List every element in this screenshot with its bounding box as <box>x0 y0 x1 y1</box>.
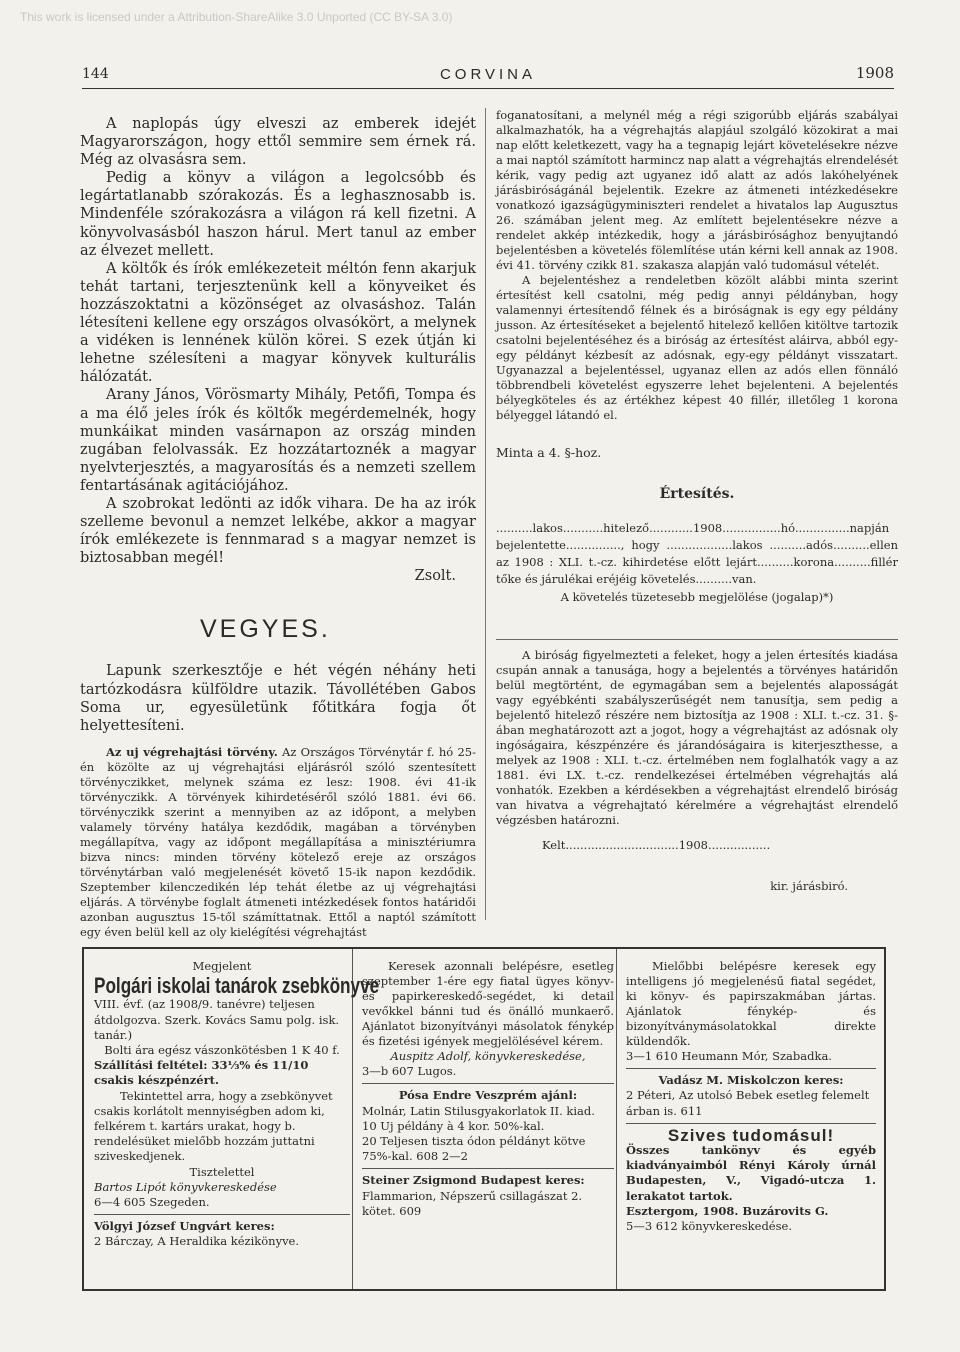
ad-intro: Megjelent <box>192 959 252 973</box>
ad-text: Bartos Lipót könyvkereskedése <box>94 1179 277 1194</box>
advertisement-box <box>82 947 886 1291</box>
right-column <box>496 108 898 894</box>
ad-column <box>362 959 614 1219</box>
section-heading: VEGYES. <box>200 615 331 644</box>
paragraph: A naplopás úgy elveszi az emberek idejét Magyarországon, hogy ettől semmire sem érnek rá. Még az olvasásra sem. <box>80 116 476 169</box>
news-title: Az uj végrehajtási törvény. <box>106 744 278 759</box>
ad-column <box>626 959 876 1234</box>
ad-rule <box>362 1168 614 1169</box>
ad-text: Auspitz Adolf, könyvkereskedése, <box>390 1049 586 1063</box>
ad-headline: Szives tudomásul! <box>667 1125 835 1145</box>
sample-label: Minta a 4. §-hoz. <box>496 445 602 460</box>
ad-text: Mielőbbi belépésre keresek egy intelligens jó megjelenésű fiatal segédet, ki könyv- és papirszakmában jártas. Ajánlatok fénykép- és bizonyítványmásolatokkal direkte küldendők. <box>626 959 876 1048</box>
ad-text: 5—3 612 könyvkereskedése. <box>626 1219 792 1234</box>
ad-text: 6—4 605 Szegeden. <box>94 1195 210 1210</box>
ad-text: 2 Bárczay, A Heraldika kézikönyve. <box>94 1234 300 1249</box>
paragraph: A szobrokat ledönti az idők vihara. De ha az irók szelleme bevonul a nemzet lelkébe, akkor a magyar írók emlékezete is fennmarad s a magyar nemzet is biztosabban megél! <box>80 495 476 567</box>
ad-text: Tisztelettel <box>189 1164 255 1179</box>
news-item <box>80 745 476 940</box>
form-title: Értesítés. <box>659 486 735 502</box>
year: 1908 <box>855 64 894 82</box>
paragraph: A biróság figyelmezteti a feleket, hogy a jelen értesítés kiadása csupán annak a tanusága, hogy a bejelentés a törvényes határidőn belül megtörtént, de egymagában sem a bejelentés alaposságát vagy egyébkénti szabályszerűségét nem tanusítja, sem pedig a bejelentő hitelező részére nem biztosítja az 1908 : XLI. t.-cz. 31. §-ában meghatározott azt a jogot, hogy a végrehajtást az adósnak oly ingóságaira, készpénzére és járandóságaira is kiterjeszthesse, a melyek az 1908 : XLI. t.-cz. értelmében nem foglalhatók vagy a az 1881. évi LX. t.-cz. rendelkezései értelmében végrehajtás alá vonhatók. Ezekben a kérdésekben a végrehajtást elrendelő biróság van hivatva a végrehajtató kérelmére a végrehajtást elrendelő végzésben határozni. <box>496 648 898 827</box>
paragraph: A bejelentéshez a rendeletben közölt alábbi minta szerint értesítést kell csatolni, még pedig annyi példányban, hogy valamennyi értesítendő félnek és a biróságnak is egy egy példány jusson. Az értesítéseket a bejelentő hitelező kellően kitöltve tartozik csatolni bejelentéséhez és a biróság az értesítést aláirva, abból egy-egy példányt kézbesít az adósnak, egy-egy példányt visszatart. Ugyanazzal a bejelentéssel, ugyanaz ellen az adós ellen fönnáló többrendbeli követelést egyszerre lehet bejelenteni. A bejelentés bélyegköteles és az értékhez képest 40 fillér, illetőleg 1 korona bélyeggel látandó el. <box>496 273 898 422</box>
ad-text: Molnár, Latin Stilusgyakorlatok II. kiad. <box>362 1103 595 1118</box>
ad-rule <box>94 1214 350 1215</box>
paragraph: Pedig a könyv a világon a legolcsóbb és legártatlanabb szórakozás. És a leghasznosabb is. Mindenféle szórakozásra a világon rá kell fizetni. A könyvolvasásból haszon hárul. Mert tanul az ember az élvezet mellett. <box>80 170 476 259</box>
form-claim-label: A követelés tüzetesebb megjelölése (jogalap)*) <box>560 590 834 604</box>
page-header <box>82 62 894 88</box>
ad-text: Összes tankönyv és egyéb kiadványaimból Rényi Károly úrnál Budapesten, V., Vigadó-utcza 1. lerakatot tartok. <box>626 1143 876 1203</box>
ad-text: Szállítási feltétel: 33⅓% és 11/10 csakis készpénzért. <box>94 1058 309 1088</box>
header-rule <box>82 88 894 89</box>
license-notice: This work is licensed under a Attribution-ShareAlike 3.0 Unported (CC BY-SA 3.0) <box>20 10 453 24</box>
journal-title: CORVINA <box>439 66 537 83</box>
paragraph: foganatosítani, a melynél még a régi szigorúbb eljárás szabályai alkalmazhatók, ha a végrehajtás alapjául szolgáló közokirat a mai nap előtt keletkezett, vagy ha a tegnapig lejárt követelésekre nézve a mai naptól számított harmincz nap alatt a végrehajtás elrendelését kérik, vagy pedig azt ugyanez idő alatt az adós lakóhelyének járásbiróságánál bejelentik. Ezekre az átmeneti intézkedésekre vonatkozó igazságügyminiszteri rendelet a hivatalos lap Augusztus 26. számában jelent meg. Az említett bejelentésekre nézve a rendelet akkép intézkedik, hogy a járásbirósághoz benyujtandó bejelentésben a követelés fölemlítése után kérni kell annak az 1908. évi 41. törvény czikk 81. szakasza alapján való tudomásul vételét. <box>496 108 898 272</box>
court-signature: kir. járásbiró. <box>770 879 848 893</box>
ad-text: Bolti ára egész vászonkötésben 1 K 40 f. <box>104 1043 340 1058</box>
ad-title: Polgári iskolai tanárok zsebkönyve <box>94 973 380 999</box>
ad-divider <box>352 949 353 1289</box>
form-rule <box>496 639 898 640</box>
ad-text: Vadász M. Miskolczon keres: <box>658 1073 844 1088</box>
paragraph: Arany János, Vörösmarty Mihály, Petőfi, Tompa és a ma élő jeles írók és költők megérdemelnék, hogy munkáikat minden vasárnapon az ország minden zugában felolvassák. Ez hozzátartoznék a magyar nyelvterjesztés, a magyarosítás és a nemzeti szellem fentartásának agitációjához. <box>80 387 476 494</box>
ad-divider <box>616 949 617 1289</box>
ad-rule <box>626 1068 876 1069</box>
ad-text: 3—1 610 Heumann Mór, Szabadka. <box>626 1049 832 1063</box>
ad-text: Flammarion, Népszerű csillagászat 2. kötet. 609 <box>362 1188 583 1218</box>
ad-text: 2 Péteri, Az utolsó Bebek esetleg felemelt árban is. 611 <box>626 1088 870 1118</box>
ad-text: 3—b 607 Lugos. <box>362 1064 457 1079</box>
ad-text: 10 Uj példány à 4 kor. 50%-kal. <box>362 1118 545 1133</box>
ad-rule <box>362 1083 614 1084</box>
form-fields: ..........lakos...........hitelező............1908................hó...............napján bejelentette..............., hogy ..................lakos ..........adós..........ellen az 1908 : XLI. t.-cz. kihirdetése előtt lejárt..........korona..........fillér tőke és járulékai eréjéig követelés..........van. <box>496 521 898 586</box>
left-column <box>80 115 476 940</box>
paragraph: Lapunk szerkesztője e hét végén néhány heti tartózkodásra külföldre utazik. Távollétében Gabos Soma ur, egyesületünk főtitkára fogja őt helyettesíteni. <box>80 663 476 734</box>
date-line: Kelt...............................1908................. <box>542 838 771 852</box>
ad-column <box>94 959 380 1250</box>
column-divider <box>485 108 486 920</box>
page-number: 144 <box>82 66 109 82</box>
paragraph: A költők és írók emlékezeteit méltón fenn akarjuk tehát tartani, terjesztenünk kell a könyveiket és hozzászoktatni a közönséget az olvasáshoz. Talán létesíteni kellene egy országos olvasókört, a melynek a vidéken is lennének külön körei. S ezek útján ki lehetne szélesíteni a magyar könyvek kulturális hálózatát. <box>80 260 476 386</box>
ad-text: 20 Teljesen tiszta ódon példányt kötve 75%-kal. 608 2—2 <box>362 1134 586 1164</box>
ad-text: Tekintettel arra, hogy a zsebkönyvet csakis korlátolt mennyiségben adom ki, felkérem t. kartárs urakat, hogy b. rendelésüket mielőbb hozzám juttatni sziveskedjenek. <box>94 1088 333 1164</box>
ad-text: Keresek azonnali belépésre, esetleg szeptember 1-ére egy fiatal ügyes könyv- és papirkereskedő-segédet, ki detail vevőkkel bánni tud és önálló munkaerő. Ajánlatot bizonyítványi másolatok fénykép és fizetési igények megjelölésével kérem. <box>362 959 614 1048</box>
ad-text: Völgyi József Ungvárt keres: <box>94 1219 275 1234</box>
ad-text: Steiner Zsigmond Budapest keres: <box>362 1173 585 1188</box>
news-text: Az Országos Törvénytár f. hó 25-én közölte az uj végrehajtási eljárásról szóló szentesített törvényczikket, melynek száma ez lesz: 1908. évi 41-ik törvényczikk. A törvények kihirdetéséről szóló 1881. évi 66. törvényczikk szerint a mennyiben az az időpont, a melyben valamely törvény hatálya kezdődik, magában a törvényben megállapítva, vagy az időpont megállapítása a minisztériumra bizva nincs: minden törvény kötelező ereje az országos törvénytárban való megjelenését követő 15-ik napon kezdődik. Szeptember kilenczedikén lép tehát életbe az uj végrehajtási eljárás. A törvénybe foglalt átmeneti intézkedések fontos határidői azonban augusztus 15-től számíttatnak. Ettől a naptól számított egy éven belül kell az oly kielégítési végrehajtást <box>80 744 477 939</box>
ad-rule <box>626 1123 876 1124</box>
ad-text: VIII. évf. (az 1908/9. tanévre) teljesen átdolgozva. Szerk. Kovács Samu polg. isk. tanár.) <box>94 997 340 1042</box>
ad-text: Esztergom, 1908. Buzárovits G. <box>626 1203 829 1218</box>
ad-text: Pósa Endre Veszprém ajánl: <box>398 1088 578 1103</box>
article-signature: Zsolt. <box>414 568 456 585</box>
